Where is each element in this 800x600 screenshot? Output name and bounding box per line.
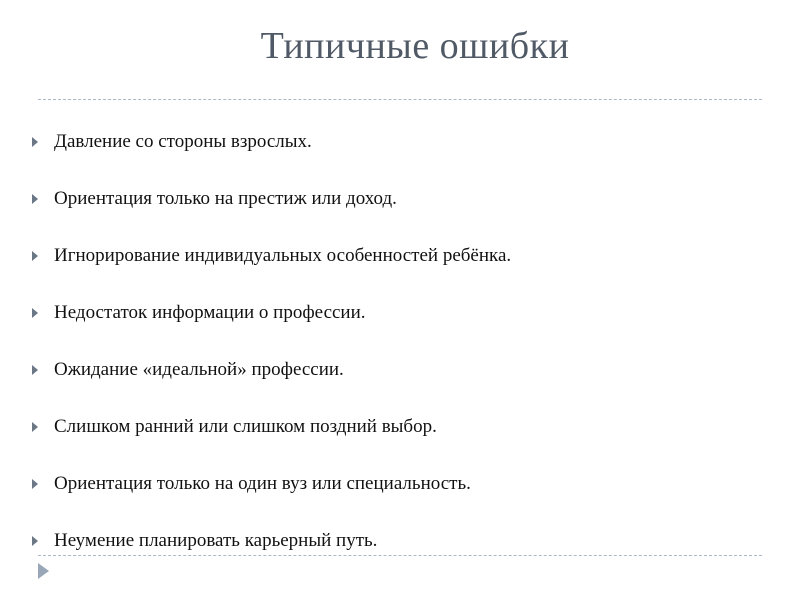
bullet-text: Ожидание «идеальной» профессии. xyxy=(54,358,344,380)
triangle-right-icon xyxy=(32,194,38,204)
triangle-right-icon xyxy=(32,137,38,147)
bullet-text: Слишком ранний или слишком поздний выбор. xyxy=(54,415,437,437)
bullet-list xyxy=(30,113,770,569)
bullet-text: Неумение планировать карьерный путь. xyxy=(54,529,378,551)
bottom-divider xyxy=(38,555,762,556)
top-divider xyxy=(38,99,762,100)
triangle-right-icon xyxy=(32,422,38,432)
bullet-text: Давление со стороны взрослых. xyxy=(54,130,312,152)
next-slide-icon[interactable] xyxy=(38,563,49,579)
bullet-text: Ориентация только на престиж или доход. xyxy=(54,187,397,209)
bullet-item xyxy=(30,455,770,512)
bullet-item xyxy=(30,113,770,170)
triangle-right-icon xyxy=(32,308,38,318)
triangle-right-icon xyxy=(32,251,38,261)
bullet-item xyxy=(30,341,770,398)
bullet-text: Ориентация только на один вуз или специальность. xyxy=(54,472,471,494)
triangle-right-icon xyxy=(32,365,38,375)
slide-title: Типичные ошибки xyxy=(260,25,570,67)
bullet-item xyxy=(30,512,770,569)
bullet-item xyxy=(30,227,770,284)
bullet-text: Недостаток информации о профессии. xyxy=(54,301,366,323)
bullet-text: Игнорирование индивидуальных особенностей ребёнка. xyxy=(54,244,512,266)
bullet-item xyxy=(30,170,770,227)
triangle-right-icon xyxy=(32,479,38,489)
bullet-item xyxy=(30,398,770,455)
bullet-item xyxy=(30,284,770,341)
triangle-right-icon xyxy=(32,536,38,546)
